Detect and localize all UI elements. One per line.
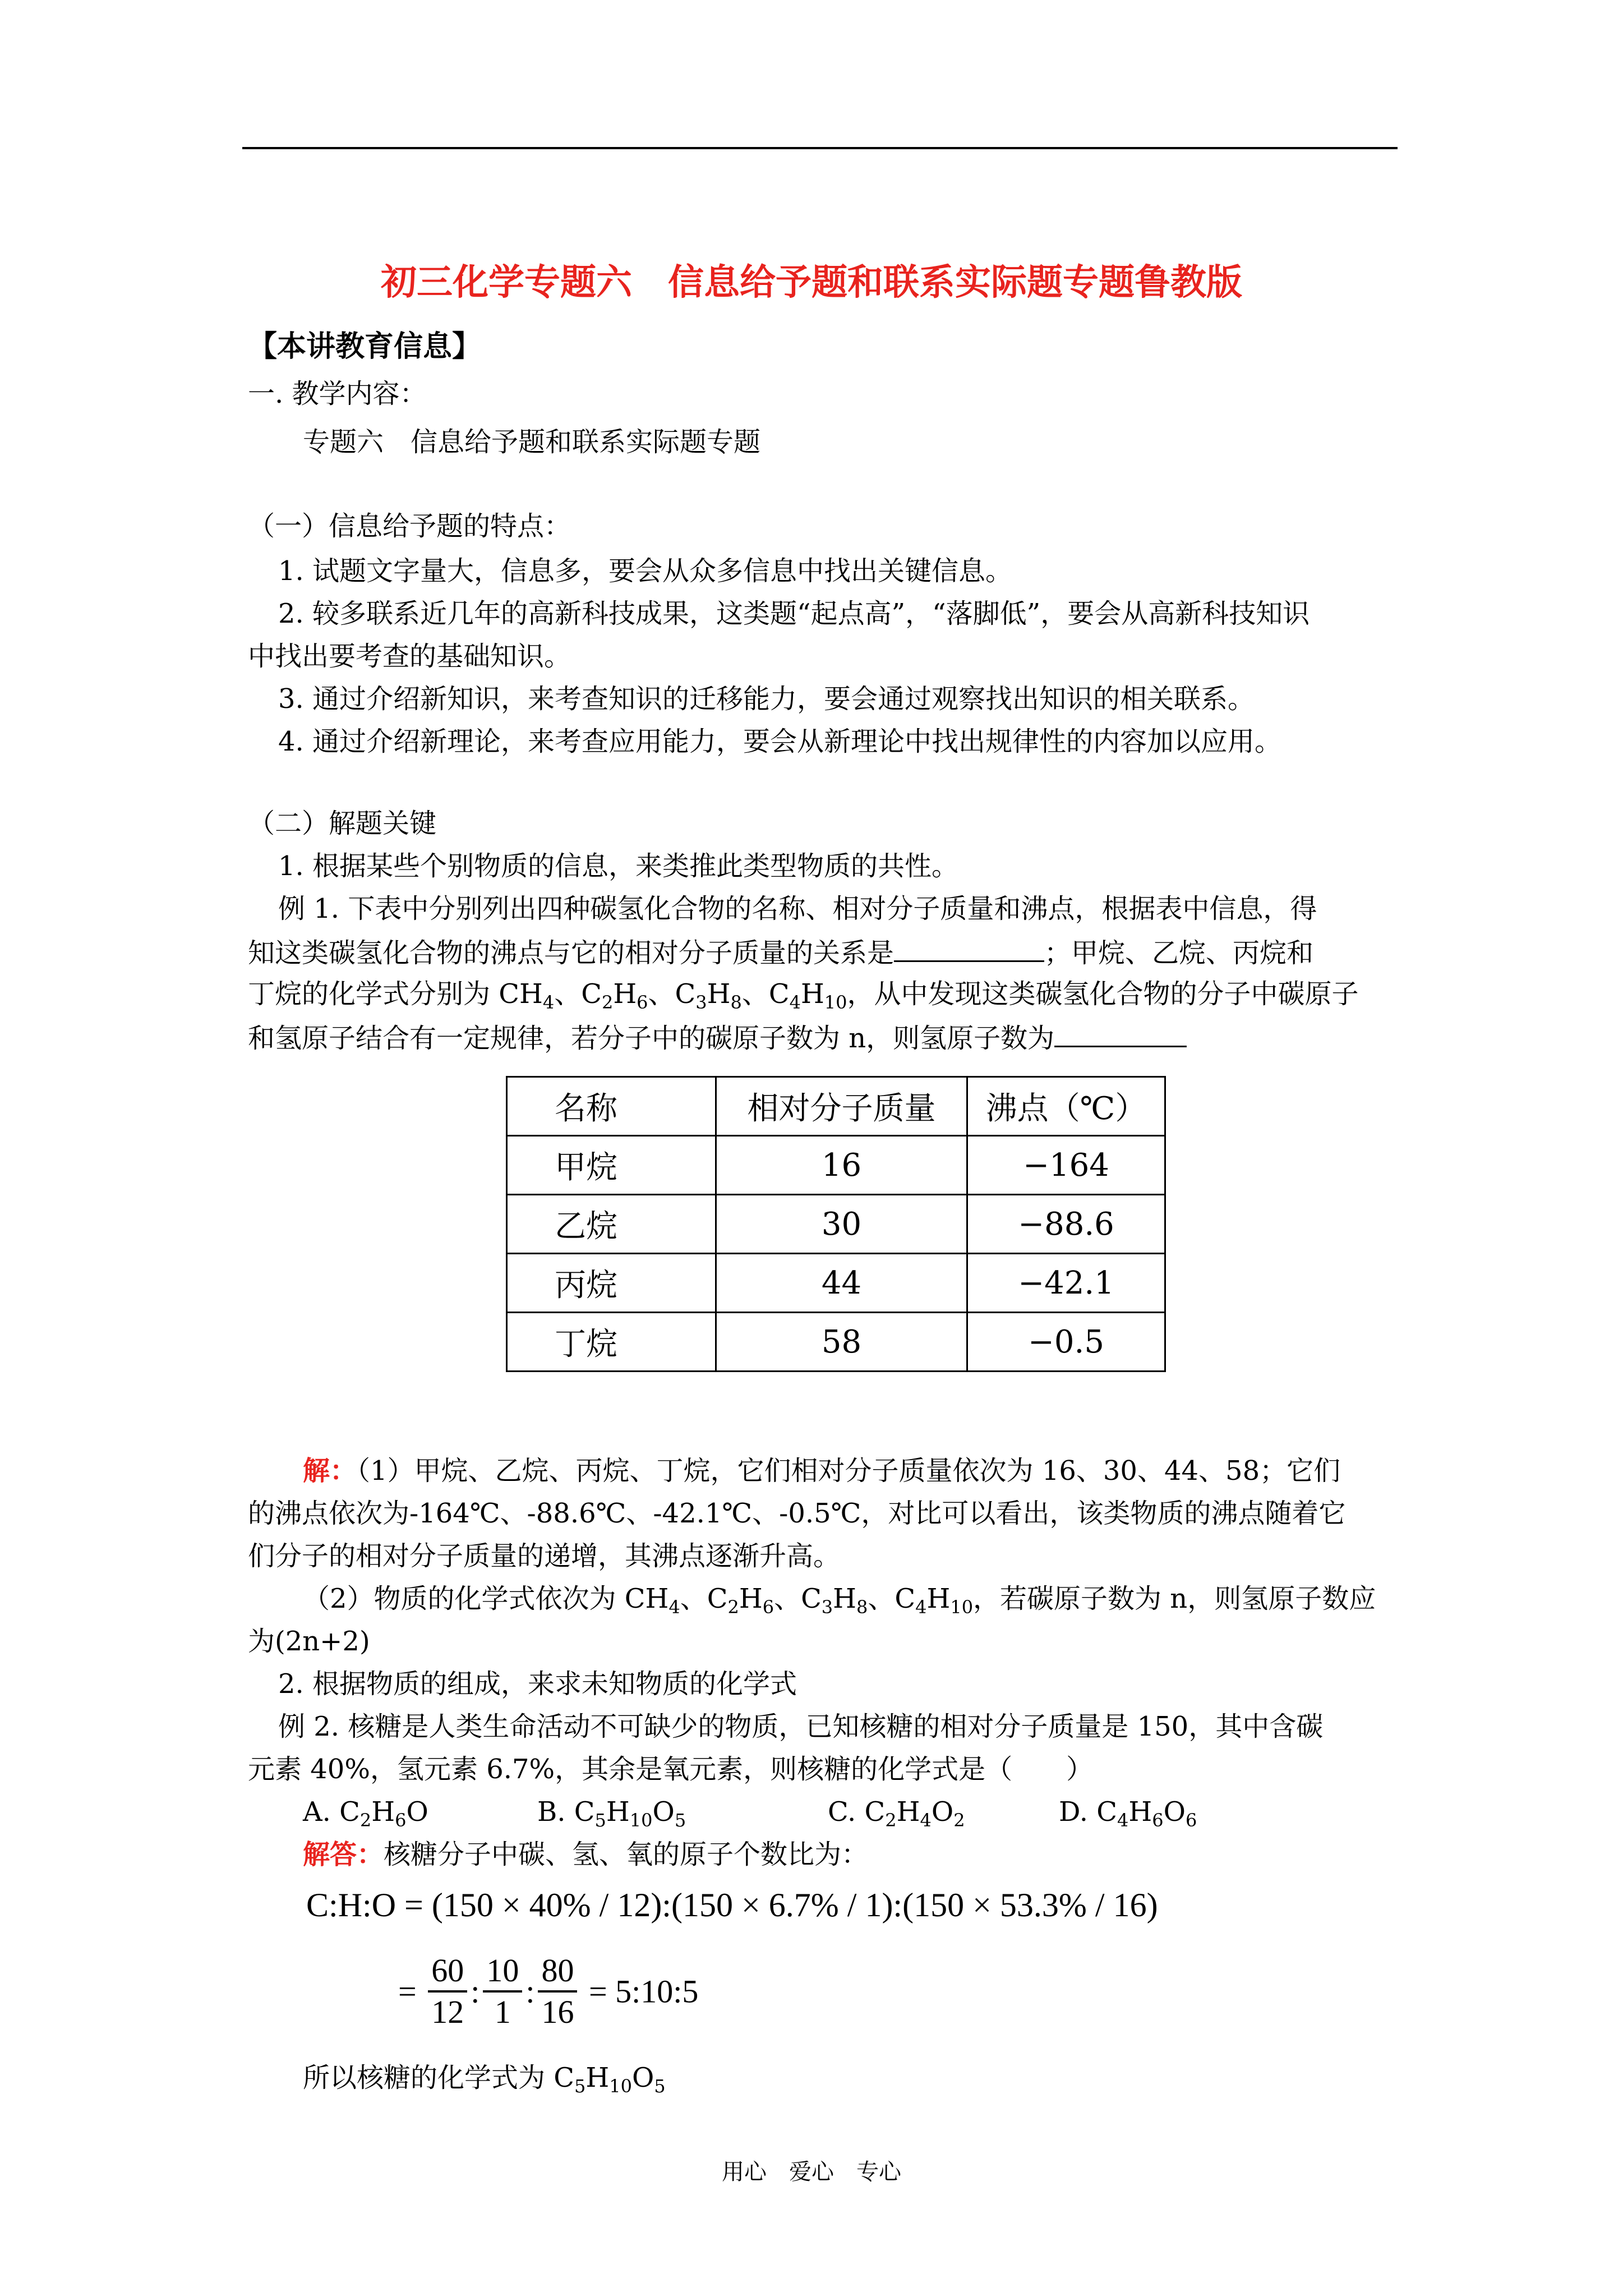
table-row: [507, 1313, 1165, 1372]
example2-line: 元素 40%，氢元素 6.7%，其余是氧元素，则核糖的化学式是（ ）: [248, 1754, 1094, 1785]
part1-item: 4. 通过介绍新理论，来考查应用能力，要会从新理论中找出规律性的内容加以应用。: [278, 726, 1282, 757]
table-cell: −164: [967, 1136, 1165, 1195]
key-point-1: 1. 根据某些个别物质的信息，来类推此类型物质的共性。: [278, 850, 959, 882]
answer2-conclusion: 所以核糖的化学式为 $C_5H_{10}O_5$: [303, 2062, 666, 2097]
part1-item: 3. 通过介绍新知识，来考查知识的迁移能力，要会通过观察找出知识的相关联系。: [278, 683, 1255, 715]
table-cell: 58: [716, 1313, 967, 1372]
option-d: D. $C_4H_6O_6$: [1059, 1796, 1197, 1831]
example2-line: 例 2. 核糖是人类生命活动不可缺少的物质，已知核糖的相对分子质量是 150，其中含碳: [278, 1711, 1324, 1742]
section-header: 【本讲教育信息】: [248, 329, 482, 364]
part1-item: 1. 试题文字量大，信息多，要会从众多信息中找出关键信息。: [278, 555, 1013, 587]
fraction: $\frac{80}{16}$: [538, 1951, 577, 2032]
table-cell: 44: [716, 1254, 967, 1313]
table-cell: −88.6: [967, 1195, 1165, 1254]
table-row: [507, 1195, 1165, 1254]
ratio-result: = 5:10:5: [588, 1973, 699, 2010]
hydrocarbon-table: [506, 1076, 1166, 1372]
example1-line: 丁烷的化学式分别为 $CH_4$、$C_2H_6$、$C_3H_8$、$C_4H_{10}$，从中发现这类碳氢化合物的分子中碳原子: [248, 978, 1359, 1013]
solution1-line: 们分子的相对分子质量的递增，其沸点逐渐升高。: [248, 1540, 841, 1572]
answer2-line: 解答：核糖分子中碳、氢、氧的原子个数比为：: [303, 1839, 869, 1870]
table-header-row: [507, 1077, 1165, 1136]
solution-label: 解：: [303, 1455, 357, 1487]
option-c: C. $C_2H_4O_2$: [828, 1796, 965, 1831]
fraction-expression: = $\frac{60}{12}$ : $\frac{10}{1}$ : $\frac{80}{16}$ = 5:10:5: [398, 1951, 698, 2032]
table-row: [507, 1254, 1165, 1313]
part1-heading: （一）信息给予题的特点：: [248, 510, 571, 542]
table-cell: 16: [716, 1136, 967, 1195]
table-cell: 丙烷: [507, 1254, 716, 1313]
example1-line: 和氢原子结合有一定规律，若分子中的碳原子数为 n，则氢原子数为: [248, 1020, 1187, 1055]
table-cell: 甲烷: [507, 1136, 716, 1195]
solution1-line: （2）物质的化学式依次为 $CH_4$、$C_2H_6$、$C_3H_8$、$C_4H_{10}$，若碳原子数为 n，则氢原子数应: [303, 1583, 1376, 1618]
ratio-formula: C:H:O = (150 × 40% / 12):(150 × 6.7% / 1):(150 × 53.3% / 16): [306, 1887, 1158, 1924]
table-cell: −0.5: [967, 1313, 1165, 1372]
part2-heading: （二）解题关键: [248, 808, 437, 839]
top-rule: [242, 147, 1398, 149]
fraction: $\frac{60}{12}$: [428, 1951, 467, 2032]
teaching-content-label: 一. 教学内容：: [248, 378, 427, 409]
answer-blank[interactable]: [1054, 1020, 1187, 1047]
table-header-cell: 名称: [507, 1077, 716, 1136]
answer-label: 解答：: [303, 1839, 384, 1870]
topic-line: 专题六 信息给予题和联系实际题专题: [303, 426, 761, 458]
option-b: B. $C_5H_{10}O_5$: [537, 1796, 686, 1831]
solution1-line: 解：（1）甲烷、乙烷、丙烷、丁烷，它们相对分子质量依次为 16、30、44、58；它们: [303, 1455, 1341, 1487]
example1-line: 知这类碳氢化合物的沸点与它的相对分子质量的关系是 ；甲烷、乙烷、丙烷和: [248, 935, 1313, 970]
table-cell: −42.1: [967, 1254, 1165, 1313]
table-header-cell: 沸点（℃）: [967, 1077, 1165, 1136]
fraction: $\frac{10}{1}$: [483, 1951, 522, 2032]
page-footer: 用心 爱心 专心: [722, 2159, 901, 2185]
key-point-2: 2. 根据物质的组成，来求未知物质的化学式: [278, 1668, 797, 1700]
table-cell: 乙烷: [507, 1195, 716, 1254]
table-cell: 30: [716, 1195, 967, 1254]
table-header-cell: 相对分子质量: [716, 1077, 967, 1136]
table-cell: 丁烷: [507, 1313, 716, 1372]
table-row: [507, 1136, 1165, 1195]
answer-blank[interactable]: [894, 935, 1044, 962]
solution1-line: 为(2n+2): [248, 1626, 370, 1657]
part1-item: 2. 较多联系近几年的高新科技成果，这类题“起点高”，“落脚低”，要会从高新科技知识: [278, 598, 1310, 629]
example1-line: 例 1. 下表中分别列出四种碳氢化合物的名称、相对分子质量和沸点，根据表中信息，得: [278, 893, 1317, 924]
part1-item: 中找出要考查的基础知识。: [248, 641, 571, 672]
solution1-line: 的沸点依次为-164℃、-88.6℃、-42.1℃、-0.5℃，对比可以看出，该类物质的沸点随着它: [248, 1498, 1346, 1529]
option-a: A. $C_2H_6O$: [303, 1796, 428, 1831]
document-title: 初三化学专题六 信息给予题和联系实际题专题鲁教版: [381, 261, 1242, 303]
